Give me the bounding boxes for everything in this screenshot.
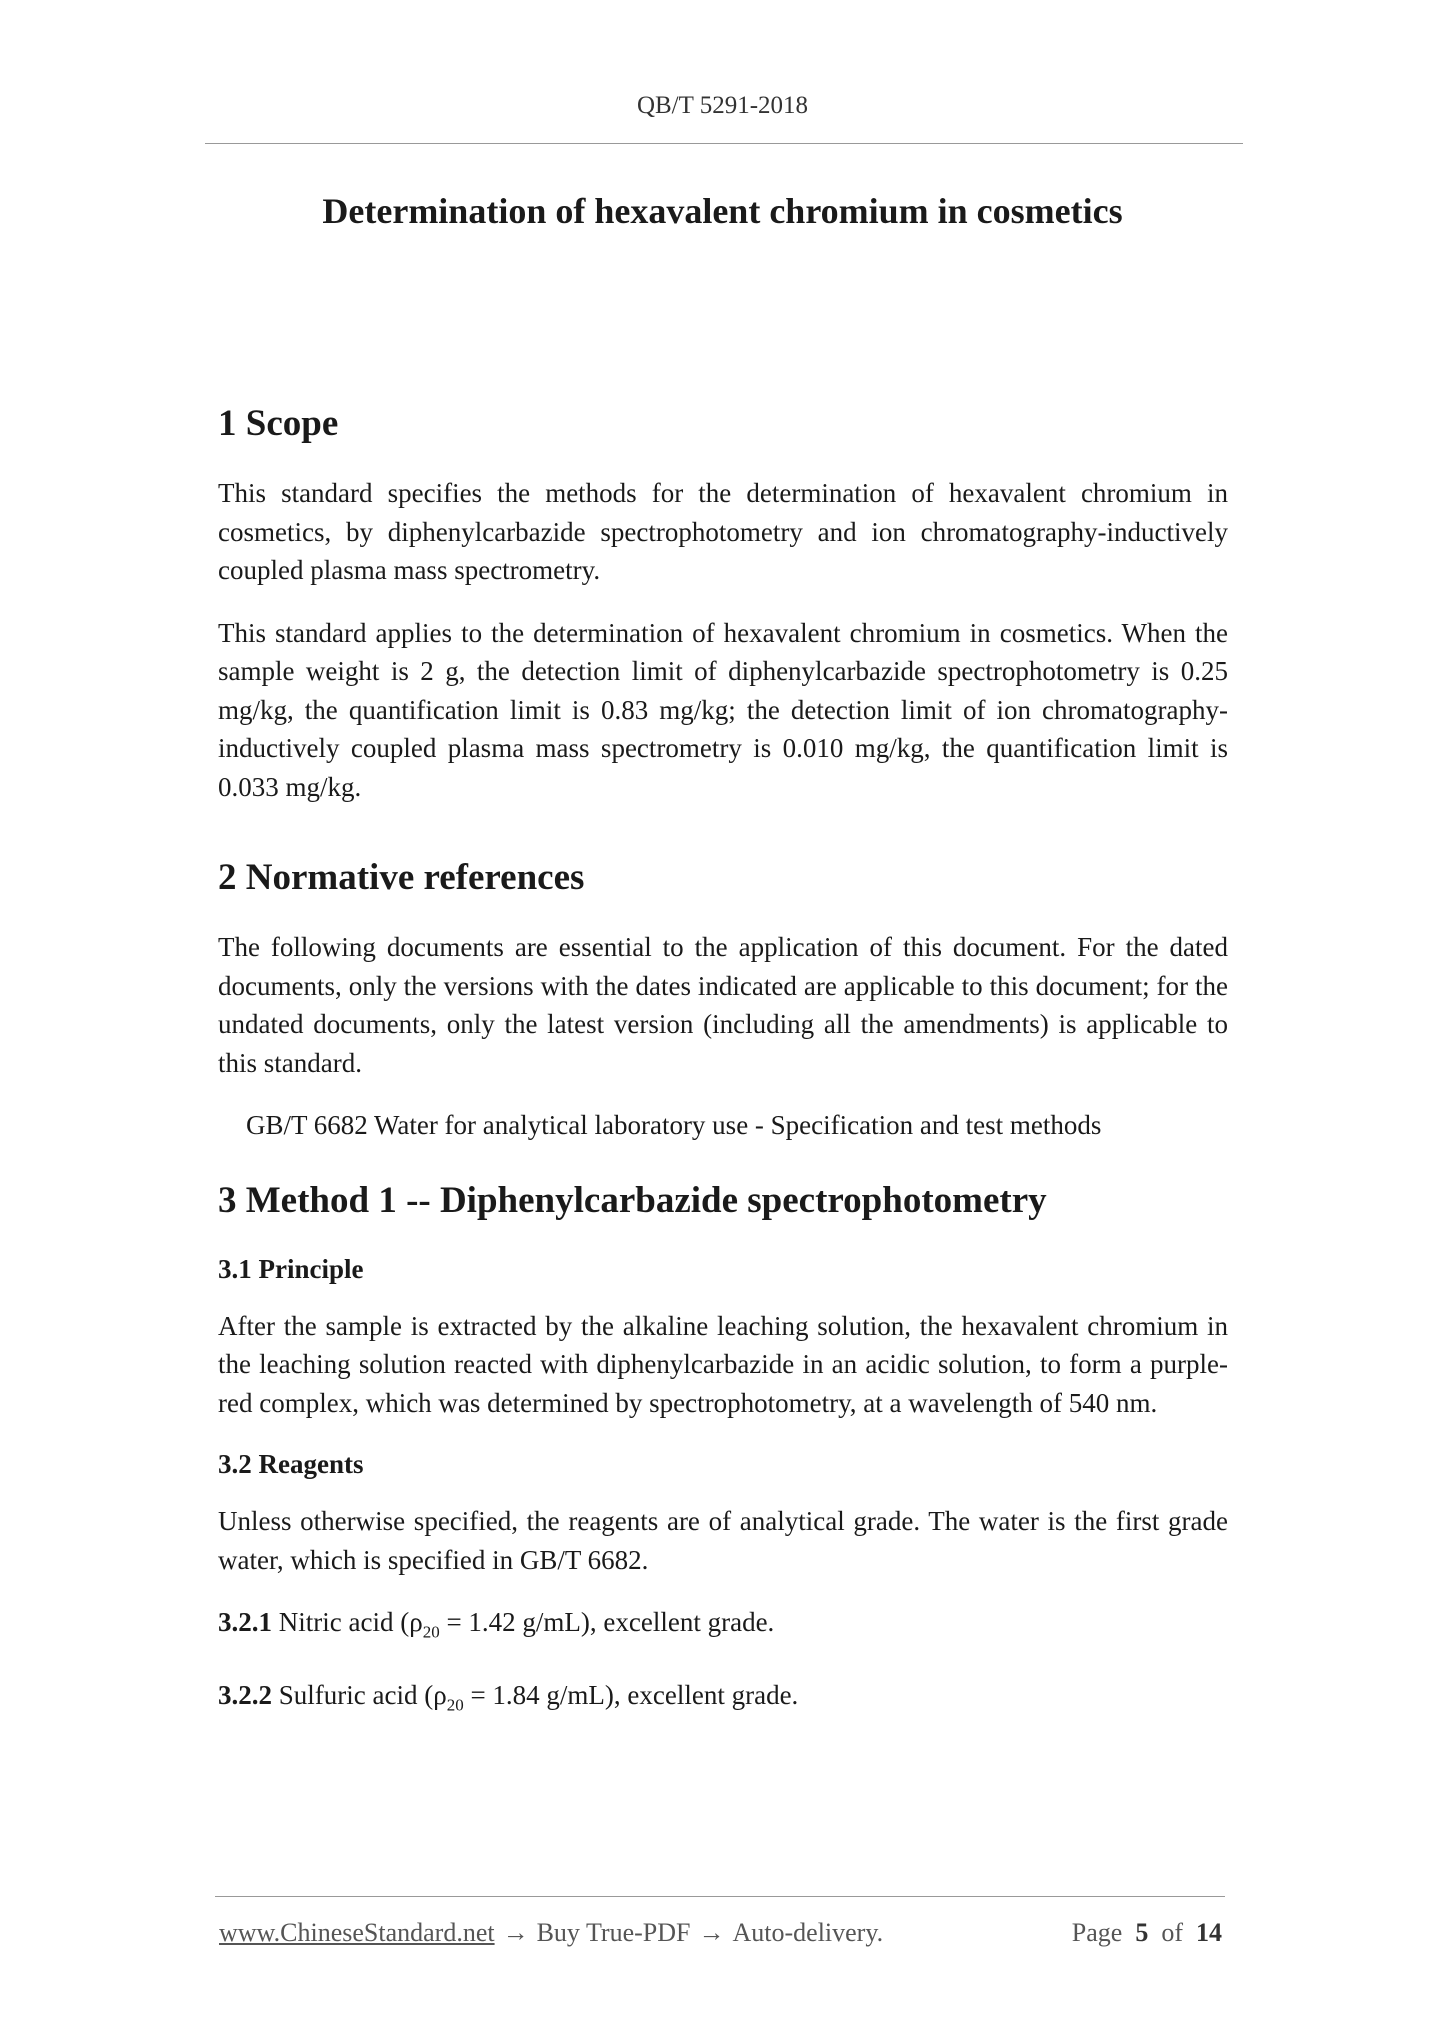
- clause-text-post: = 1.84 g/mL), excellent grade.: [463, 1679, 799, 1710]
- auto-delivery-text: Auto-delivery.: [732, 1918, 884, 1947]
- density-temperature-subscript: 20: [446, 1695, 464, 1715]
- clause-number: 3.2.2: [218, 1679, 272, 1710]
- density-symbol: ρ: [409, 1607, 423, 1637]
- section-heading-normative-references: 2 Normative references: [218, 857, 585, 898]
- of-word: of: [1161, 1918, 1183, 1947]
- density-temperature-subscript: 20: [422, 1622, 440, 1642]
- reference-item-gbt-6682: GB/T 6682 Water for analytical laboratory use - Specification and test methods: [246, 1110, 1102, 1140]
- clause-number: 3.2.1: [218, 1607, 272, 1637]
- normative-references-paragraph: The following documents are essential to the application of this document. For the dated documents, only the versions with the dates indicated are applicable to this document; for the undated documents, only the latest version (including all the amendments) is applicable to this standard.: [218, 932, 1228, 1078]
- header-standard-code: QB/T 5291-2018: [636, 92, 809, 119]
- page-current: 5: [1135, 1918, 1149, 1947]
- scope-paragraph-2: This standard applies to the determination of hexavalent chromium in cosmetics. When the sample weight is 2 g, the detection limit of diphenylcarbazide spectrophotometry is 0.25 mg/kg, the quantification limit is 0.83 mg/kg; the detection limit of ion chromatography-inductively coupled plasma mass spectrometry is 0.010 mg/kg, the quantification limit is 0.033 mg/kg.: [218, 617, 1228, 802]
- header-divider: [205, 143, 1243, 144]
- buy-true-pdf-text: Buy True-PDF: [536, 1918, 691, 1947]
- page-footer: [219, 1918, 1222, 1948]
- clause-text-post: = 1.42 g/mL), excellent grade.: [439, 1607, 775, 1637]
- page-total: 14: [1196, 1918, 1222, 1947]
- page-number: [1072, 1918, 1222, 1948]
- site-link[interactable]: www.ChineseStandard.net: [219, 1918, 495, 1947]
- document-title: Determination of hexavalent chromium in cosmetics: [322, 191, 1123, 231]
- footer-promo: [219, 1918, 883, 1948]
- clause-3-2-2-sulfuric-acid: [218, 1676, 1228, 1725]
- clause-3-2-1-nitric-acid: [218, 1603, 1228, 1652]
- section-heading-scope: 1 Scope: [218, 403, 339, 444]
- arrow-right-icon: →: [502, 1918, 529, 1947]
- clause-text-pre: Nitric acid (: [272, 1607, 410, 1637]
- footer-divider: [215, 1896, 1225, 1897]
- arrow-right-icon: →: [698, 1918, 725, 1947]
- principle-paragraph: After the sample is extracted by the alkaline leaching solution, the hexavalent chromium in the leaching solution reacted with diphenylcarbazide in an acidic solution, to form a purple-red complex, which was determined by spectrophotometry, at a wavelength of 540 nm.: [218, 1310, 1228, 1418]
- section-heading-method-1: 3 Method 1 -- Diphenylcarbazide spectrophotometry: [218, 1179, 1047, 1221]
- page-word: Page: [1071, 1918, 1123, 1947]
- scope-paragraph-1: This standard specifies the methods for the determination of hexavalent chromium in cosmetics, by diphenylcarbazide spectrophotometry and ion chromatography-inductively coupled plasma mass spectrometry.: [218, 478, 1228, 585]
- subsection-heading-reagents: 3.2 Reagents: [218, 1449, 364, 1479]
- density-symbol: ρ: [433, 1679, 447, 1710]
- clause-text-pre: Sulfuric acid (: [272, 1679, 434, 1710]
- reagents-paragraph: Unless otherwise specified, the reagents are of analytical grade. The water is the first grade water, which is specified in GB/T 6682.: [218, 1506, 1228, 1575]
- document-body: [218, 398, 1228, 1749]
- subsection-heading-principle: 3.1 Principle: [218, 1253, 364, 1284]
